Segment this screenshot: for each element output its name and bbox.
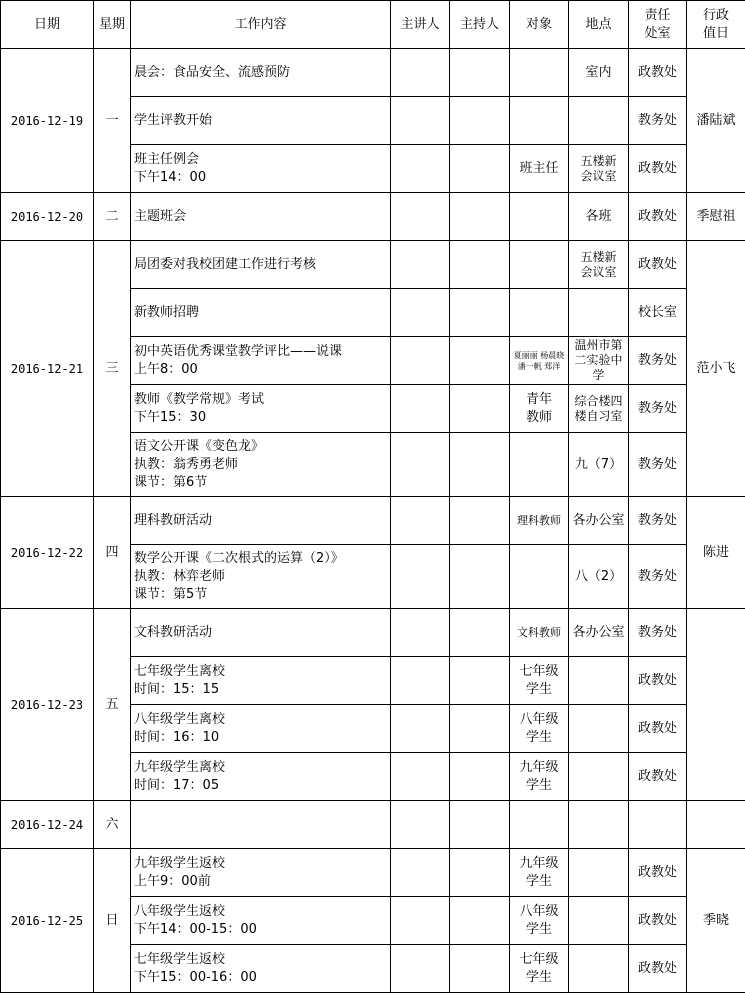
audience-cell: 八年级 学生 — [510, 705, 569, 753]
speaker-cell — [391, 753, 450, 801]
table-row — [1, 193, 745, 241]
content-cell: 局团委对我校团建工作进行考核 — [131, 241, 391, 289]
dept-cell: 教务处 — [629, 385, 687, 433]
speaker-cell — [391, 97, 450, 145]
location-cell: 各办公室 — [569, 497, 629, 545]
host-cell — [450, 705, 510, 753]
audience-cell — [510, 97, 569, 145]
dept-cell: 政教处 — [629, 945, 687, 993]
content-cell: 初中英语优秀课堂教学评比——说课 上午8：00 — [131, 337, 391, 385]
date-cell: 2016-12-19 — [1, 49, 94, 193]
host-cell — [450, 801, 510, 849]
speaker-cell — [391, 433, 450, 497]
host-cell — [450, 193, 510, 241]
content-cell: 语文公开课《变色龙》 执教：翁秀勇老师 课节：第6节 — [131, 433, 391, 497]
duty-cell: 潘陆斌 — [687, 49, 745, 193]
dept-cell: 政教处 — [629, 897, 687, 945]
audience-cell: 夏丽丽 杨晨晓 潘一帆 郑洋 — [510, 337, 569, 385]
dept-cell: 教务处 — [629, 497, 687, 545]
host-cell — [450, 433, 510, 497]
speaker-cell — [391, 849, 450, 897]
audience-cell — [510, 801, 569, 849]
audience-cell: 九年级 学生 — [510, 849, 569, 897]
audience-cell — [510, 289, 569, 337]
dept-cell: 政教处 — [629, 193, 687, 241]
header-audience: 对象 — [510, 1, 569, 49]
header-row — [1, 1, 745, 49]
location-cell — [569, 897, 629, 945]
header-host: 主持人 — [450, 1, 510, 49]
date-cell: 2016-12-21 — [1, 241, 94, 497]
location-cell — [569, 945, 629, 993]
weekday-cell: 四 — [94, 497, 131, 609]
host-cell — [450, 497, 510, 545]
dept-cell: 政教处 — [629, 753, 687, 801]
location-cell: 五楼新 会议室 — [569, 145, 629, 193]
location-cell — [569, 849, 629, 897]
speaker-cell — [391, 289, 450, 337]
table-row — [1, 49, 745, 97]
dept-cell: 教务处 — [629, 97, 687, 145]
location-cell: 五楼新 会议室 — [569, 241, 629, 289]
location-cell: 九（7） — [569, 433, 629, 497]
audience-cell: 七年级 学生 — [510, 945, 569, 993]
dept-cell — [629, 801, 687, 849]
date-cell: 2016-12-20 — [1, 193, 94, 241]
dept-cell: 校长室 — [629, 289, 687, 337]
content-cell: 七年级学生离校 时间：15：15 — [131, 657, 391, 705]
weekday-cell: 六 — [94, 801, 131, 849]
dept-cell: 政教处 — [629, 849, 687, 897]
audience-cell — [510, 241, 569, 289]
dept-cell: 教务处 — [629, 545, 687, 609]
content-cell: 七年级学生返校 下午15：00-16：00 — [131, 945, 391, 993]
speaker-cell — [391, 545, 450, 609]
host-cell — [450, 849, 510, 897]
audience-cell: 理科教师 — [510, 497, 569, 545]
host-cell — [450, 385, 510, 433]
host-cell — [450, 897, 510, 945]
table-row — [1, 849, 745, 897]
location-cell: 温州市第 二实验中 学 — [569, 337, 629, 385]
audience-cell: 九年级 学生 — [510, 753, 569, 801]
speaker-cell — [391, 145, 450, 193]
speaker-cell — [391, 801, 450, 849]
speaker-cell — [391, 705, 450, 753]
weekday-cell: 三 — [94, 241, 131, 497]
content-cell: 九年级学生离校 时间：17：05 — [131, 753, 391, 801]
speaker-cell — [391, 385, 450, 433]
date-cell: 2016-12-22 — [1, 497, 94, 609]
schedule-body — [1, 49, 745, 993]
speaker-cell — [391, 337, 450, 385]
speaker-cell — [391, 241, 450, 289]
dept-cell: 政教处 — [629, 49, 687, 97]
location-cell — [569, 753, 629, 801]
content-cell: 新教师招聘 — [131, 289, 391, 337]
location-cell — [569, 705, 629, 753]
content-cell: 八年级学生离校 时间：16：10 — [131, 705, 391, 753]
speaker-cell — [391, 945, 450, 993]
date-cell: 2016-12-23 — [1, 609, 94, 801]
table-row — [1, 609, 745, 657]
dept-cell: 教务处 — [629, 433, 687, 497]
host-cell — [450, 145, 510, 193]
speaker-cell — [391, 609, 450, 657]
location-cell — [569, 289, 629, 337]
host-cell — [450, 97, 510, 145]
content-cell — [131, 801, 391, 849]
audience-cell: 班主任 — [510, 145, 569, 193]
header-dept: 责任 处室 — [629, 1, 687, 49]
speaker-cell — [391, 497, 450, 545]
speaker-cell — [391, 657, 450, 705]
duty-cell: 范小飞 — [687, 241, 745, 497]
content-cell: 数学公开课《二次根式的运算（2）》 执教：林弈老师 课节：第5节 — [131, 545, 391, 609]
content-cell: 教师《教学常规》考试 下午15：30 — [131, 385, 391, 433]
table-row — [1, 497, 745, 545]
location-cell: 各办公室 — [569, 609, 629, 657]
content-cell: 主题班会 — [131, 193, 391, 241]
content-cell: 理科教研活动 — [131, 497, 391, 545]
table-row — [1, 801, 745, 849]
location-cell — [569, 801, 629, 849]
date-cell: 2016-12-25 — [1, 849, 94, 993]
location-cell: 室内 — [569, 49, 629, 97]
dept-cell: 教务处 — [629, 337, 687, 385]
host-cell — [450, 609, 510, 657]
host-cell — [450, 945, 510, 993]
duty-cell: 陈进 — [687, 497, 745, 609]
duty-cell: 季晓 — [687, 849, 745, 993]
audience-cell — [510, 433, 569, 497]
location-cell: 各班 — [569, 193, 629, 241]
audience-cell — [510, 193, 569, 241]
weekday-cell: 二 — [94, 193, 131, 241]
host-cell — [450, 337, 510, 385]
dept-cell: 政教处 — [629, 705, 687, 753]
host-cell — [450, 753, 510, 801]
audience-cell — [510, 49, 569, 97]
host-cell — [450, 49, 510, 97]
location-cell — [569, 97, 629, 145]
weekday-cell: 五 — [94, 609, 131, 801]
speaker-cell — [391, 897, 450, 945]
dept-cell: 政教处 — [629, 145, 687, 193]
weekday-cell: 日 — [94, 849, 131, 993]
header-content: 工作内容 — [131, 1, 391, 49]
date-cell: 2016-12-24 — [1, 801, 94, 849]
header-weekday: 星期 — [94, 1, 131, 49]
dept-cell: 政教处 — [629, 241, 687, 289]
content-cell: 班主任例会 下午14：00 — [131, 145, 391, 193]
dept-cell: 教务处 — [629, 609, 687, 657]
duty-cell — [687, 609, 745, 801]
duty-cell — [687, 801, 745, 849]
audience-cell: 文科教师 — [510, 609, 569, 657]
content-cell: 八年级学生返校 下午14：00-15：00 — [131, 897, 391, 945]
location-cell: 综合楼四 楼自习室 — [569, 385, 629, 433]
speaker-cell — [391, 193, 450, 241]
content-cell: 文科教研活动 — [131, 609, 391, 657]
dept-cell: 政教处 — [629, 657, 687, 705]
location-cell: 八（2） — [569, 545, 629, 609]
content-cell: 晨会：食品安全、流感预防 — [131, 49, 391, 97]
content-cell: 学生评教开始 — [131, 97, 391, 145]
audience-cell — [510, 545, 569, 609]
header-duty: 行政 值日 — [687, 1, 745, 49]
audience-cell: 青年 教师 — [510, 385, 569, 433]
host-cell — [450, 289, 510, 337]
location-cell — [569, 657, 629, 705]
audience-cell: 七年级 学生 — [510, 657, 569, 705]
host-cell — [450, 241, 510, 289]
audience-cell: 八年级 学生 — [510, 897, 569, 945]
speaker-cell — [391, 49, 450, 97]
content-cell: 九年级学生返校 上午9：00前 — [131, 849, 391, 897]
host-cell — [450, 545, 510, 609]
duty-cell: 季慰祖 — [687, 193, 745, 241]
header-location: 地点 — [569, 1, 629, 49]
weekday-cell: 一 — [94, 49, 131, 193]
header-speaker: 主讲人 — [391, 1, 450, 49]
host-cell — [450, 657, 510, 705]
header-date: 日期 — [1, 1, 94, 49]
table-row — [1, 241, 745, 289]
